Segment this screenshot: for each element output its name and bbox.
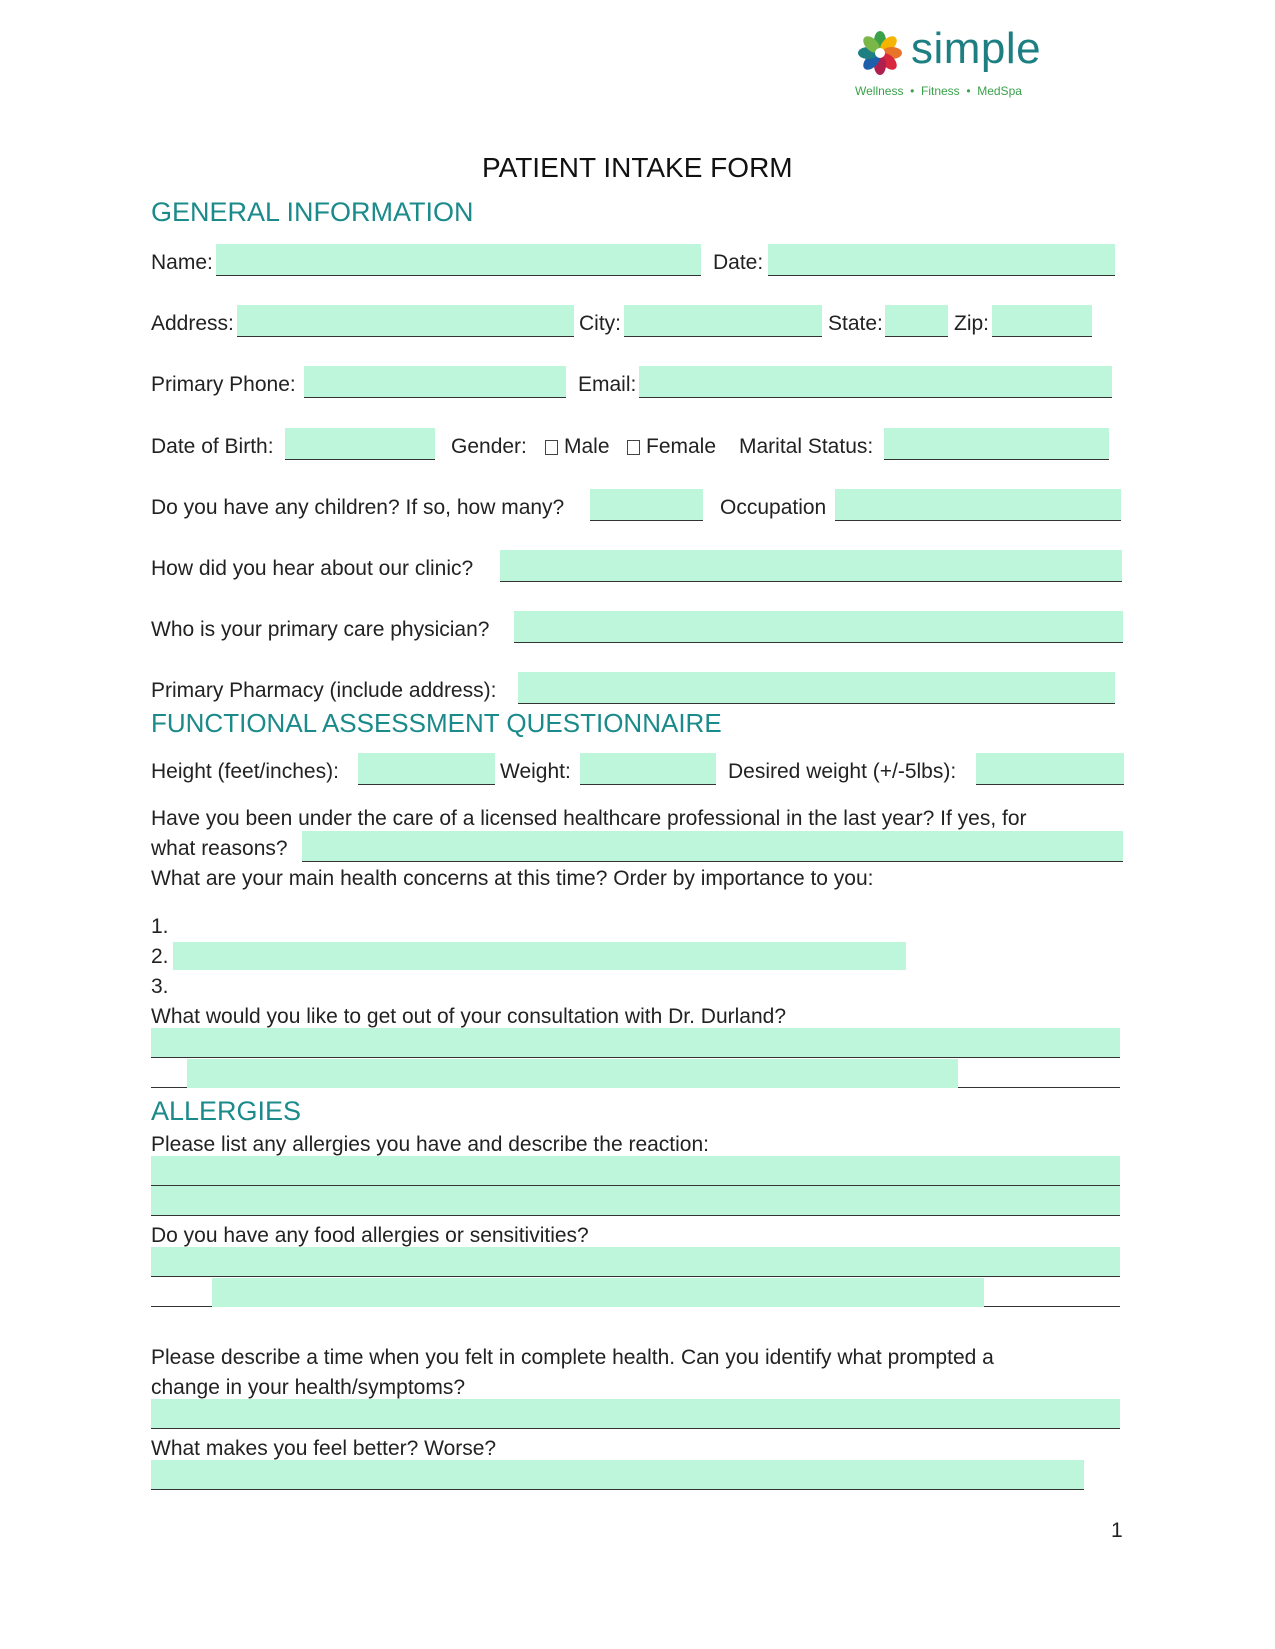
gender-male-option[interactable] [545, 434, 610, 460]
male-label: Male [564, 435, 610, 458]
state-field[interactable] [885, 305, 948, 337]
address-label: Address: [151, 312, 234, 335]
date-of-birth-field[interactable] [285, 428, 435, 460]
better-worse-question: What makes you feel better? Worse? [151, 1437, 497, 1460]
concerns-question: What are your main health concerns at this time? Order by importance to you: [151, 867, 874, 890]
zip-label: Zip: [954, 312, 990, 335]
logo-tagline: Wellness • Fitness • MedSpa [855, 84, 1022, 98]
primary-phone-field[interactable] [304, 366, 566, 398]
weight-field[interactable] [580, 753, 716, 785]
functional-assessment-heading: FUNCTIONAL ASSESSMENT QUESTIONNAIRE [151, 708, 722, 738]
complete-health-question-line1: Please describe a time when you felt in complete health. Can you identify what prompted a [151, 1346, 994, 1369]
page-number: 1 [1111, 1519, 1123, 1542]
email-label: Email: [578, 373, 637, 396]
concern-item-1-label: 1. [151, 915, 169, 938]
consultation-field-1[interactable] [151, 1028, 1120, 1058]
food-allergies-field-2[interactable] [212, 1278, 984, 1307]
city-field[interactable] [624, 305, 822, 337]
date-label: Date: [713, 251, 764, 274]
allergies-field-1[interactable] [151, 1156, 1120, 1186]
children-label: Do you have any children? If so, how many? [151, 496, 565, 519]
complete-health-question-line2: change in your health/symptoms? [151, 1376, 466, 1399]
care-question-line2: what reasons? [151, 837, 288, 860]
marital-status-field[interactable] [884, 428, 1109, 460]
better-worse-field[interactable] [151, 1460, 1084, 1490]
food-allergies-field-1[interactable] [151, 1247, 1120, 1277]
gender-label: Gender: [451, 435, 527, 458]
page-title: PATIENT INTAKE FORM [482, 152, 793, 183]
pharmacy-field[interactable] [518, 672, 1115, 704]
primary-phone-label: Primary Phone: [151, 373, 296, 396]
occupation-label: Occupation [720, 496, 827, 519]
care-reasons-field[interactable] [302, 831, 1123, 862]
weight-label: Weight: [500, 760, 571, 783]
physician-label: Who is your primary care physician? [151, 618, 490, 641]
gender-female-option[interactable] [627, 434, 716, 460]
hear-about-label: How did you hear about our clinic? [151, 557, 474, 580]
address-field[interactable] [237, 305, 574, 337]
physician-field[interactable] [514, 611, 1123, 643]
allergies-question: Please list any allergies you have and describe the reaction: [151, 1133, 709, 1156]
concern-item-2-label: 2. [151, 945, 169, 968]
flower-logo-icon [855, 28, 905, 78]
care-question-line1: Have you been under the care of a licensed healthcare professional in the last year? If yes, for [151, 807, 1027, 830]
desired-weight-field[interactable] [976, 753, 1124, 785]
allergies-heading: ALLERGIES [151, 1096, 302, 1126]
logo [855, 24, 1045, 104]
female-label: Female [646, 435, 717, 458]
height-field[interactable] [358, 753, 495, 785]
food-allergies-question: Do you have any food allergies or sensitivities? [151, 1224, 589, 1247]
desired-weight-label: Desired weight (+/-5lbs): [728, 760, 957, 783]
name-label: Name: [151, 251, 213, 274]
male-checkbox[interactable] [545, 440, 558, 455]
hear-about-field[interactable] [500, 550, 1122, 582]
concern-item-2-field[interactable] [173, 942, 906, 970]
consultation-field-2[interactable] [187, 1059, 958, 1088]
consultation-question: What would you like to get out of your consultation with Dr. Durland? [151, 1005, 787, 1028]
female-checkbox[interactable] [627, 440, 640, 455]
marital-status-label: Marital Status: [739, 435, 874, 458]
date-field[interactable] [768, 244, 1115, 276]
height-label: Height (feet/inches): [151, 760, 339, 783]
complete-health-field[interactable] [151, 1399, 1120, 1429]
pharmacy-label: Primary Pharmacy (include address): [151, 679, 497, 702]
email-field[interactable] [639, 366, 1112, 398]
name-field[interactable] [216, 244, 701, 276]
logo-wordmark: simple [911, 24, 1042, 73]
state-label: State: [828, 312, 883, 335]
children-field[interactable] [590, 489, 703, 521]
concern-item-3-label: 3. [151, 975, 169, 998]
date-of-birth-label: Date of Birth: [151, 435, 274, 458]
occupation-field[interactable] [835, 489, 1121, 521]
allergies-field-2[interactable] [151, 1186, 1120, 1216]
zip-field[interactable] [992, 305, 1092, 337]
general-information-heading: GENERAL INFORMATION [151, 197, 474, 227]
city-label: City: [579, 312, 621, 335]
